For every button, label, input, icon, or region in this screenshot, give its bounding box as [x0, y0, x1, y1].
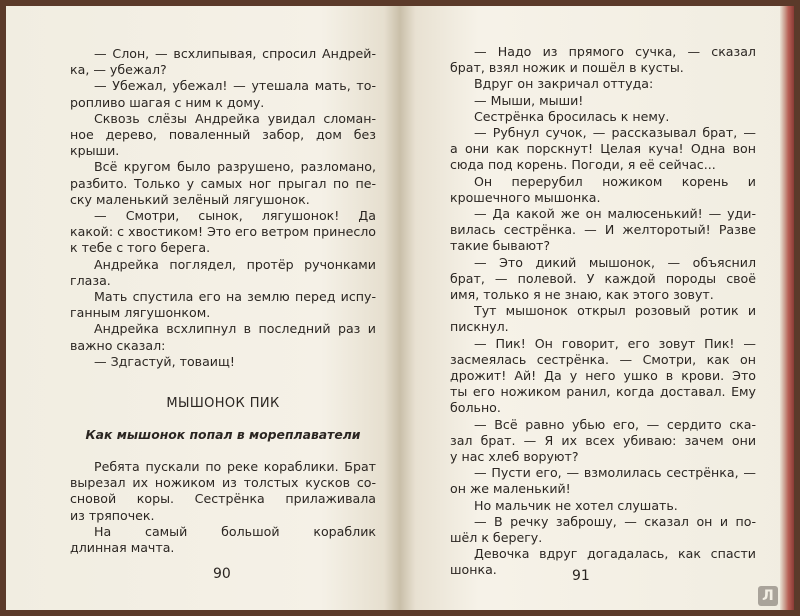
book-spread: [6, 6, 794, 610]
left-page: [6, 6, 400, 610]
right-page: [400, 6, 794, 610]
text-line: Андрейка поглядел, протёр ручонками: [94, 256, 376, 272]
text-line: — Слон, — всхлипывая, спросил Андрей-: [94, 46, 376, 61]
text-line: Мать спустила его на землю перед испу-: [94, 289, 376, 304]
text-line: длинная мачта.: [70, 540, 175, 555]
text-line: имя, только я не знаю, как этого зовут.: [450, 287, 714, 302]
text-line: ка, — убежал?: [70, 62, 167, 78]
text-line: вырезал их ножиком из толстых кусков со-: [70, 475, 376, 491]
text-line: — Убежал, убежал! — утешала мать, то-: [94, 78, 376, 94]
text-line: — Рубнул сучок, — рассказывал брат, —: [474, 125, 756, 140]
text-line: Сквозь слёзы Андрейка увидал сломан-: [94, 110, 376, 126]
text-line: пискнул.: [450, 319, 509, 335]
text-line: ное дерево, поваленный забор, дом без: [70, 127, 376, 142]
chapter-title: МЫШОНОК ПИК: [166, 396, 280, 411]
text-line: — Это дикий мышонок, — объяснил: [474, 254, 756, 270]
text-line: Тут мышонок открыл розовый ротик и: [474, 303, 756, 319]
text-line: — Пик! Он говорит, его зовут Пик! —: [474, 335, 756, 351]
text-line: вилась сестрёнка. — И желторотый! Разве: [450, 222, 756, 238]
text-line: брат, взял ножик и пошёл в кусты.: [450, 60, 684, 76]
text-line: сюда под корень. Погоди, я её сейчас...: [450, 157, 716, 173]
text-line: — Да какой же он малюсенький! — уди-: [474, 206, 756, 221]
text-line: Вдруг он закричал оттуда:: [474, 76, 654, 92]
text-line: Всё кругом было разрушено, разломано,: [94, 159, 376, 175]
text-line: — Мыши, мыши!: [474, 92, 584, 108]
text-line: ску маленький зелёный лягушонок.: [70, 191, 310, 207]
text-line: Андрейка всхлипнул в последний раз и: [94, 321, 376, 337]
text-line: шёл к берегу.: [450, 530, 543, 545]
text-line: из тряпочек.: [70, 507, 155, 523]
text-line: — Пусти его, — взмолилась сестрёнка, —: [474, 465, 756, 481]
page-edge: [780, 6, 794, 610]
text-line: он же маленький!: [450, 481, 571, 497]
text-line: глаза.: [70, 272, 111, 288]
page-number-right: 91: [572, 568, 590, 584]
labirint-logo-icon: Л: [758, 586, 778, 606]
text-line: крыши.: [70, 143, 120, 159]
text-line: ганным лягушонком.: [70, 305, 211, 321]
text-line: Девочка вдруг догадалась, как спасти: [474, 546, 756, 562]
text-line: брат, — полевой. У каждой породы своё: [450, 270, 756, 286]
text-line: какой: с хвостиком! Это его ветром принесло: [70, 224, 376, 240]
text-line: Но мальчик не хотел слушать.: [474, 497, 678, 513]
text-line: крошечного мышонка.: [450, 189, 601, 205]
text-line: больно.: [450, 400, 501, 416]
text-line: ропливо шагая с ним к дому.: [70, 94, 265, 110]
text-line: Он перерубил ножиком корень и: [474, 173, 756, 189]
text-line: разбито. Только у самых ног прыгал по пе-: [70, 175, 376, 191]
text-line: — Здгастуй, товаищ!: [94, 353, 235, 369]
text-line: зал брат. — Я их всех убиваю: зачем они: [450, 432, 756, 448]
page-number-left: 90: [213, 566, 231, 582]
text-line: сновой коры. Сестрёнка прилаживала: [70, 491, 376, 507]
text-line: ты его ножиком ранил, когда доставал. Ему: [450, 384, 756, 400]
text-line: к тебе с того берега.: [70, 240, 211, 256]
text-line: у нас хлеб воруют?: [450, 449, 579, 464]
chapter-subtitle: Как мышонок попал в мореплаватели: [85, 427, 361, 442]
text-line: Ребята пускали по реке кораблики. Брат: [94, 459, 376, 474]
text-line: а они как порскнут! Целая куча! Одна вон: [450, 141, 756, 157]
text-line: — Надо из прямого сучка, — сказал: [474, 44, 756, 59]
text-line: — Всё равно убью его, — сердито ска-: [474, 416, 756, 432]
text-line: На самый большой кораблик: [94, 523, 376, 539]
text-line: — Смотри, сынок, лягушонок! Да: [94, 208, 376, 223]
text-line: шонка.: [450, 562, 497, 578]
text-line: дрожит! Ай! Да у него ушко в крови. Это: [450, 368, 756, 383]
text-line: — В речку заброшу, — сказал он и по-: [474, 513, 756, 529]
text-line: засмеялась сестрёнка. — Смотри, как он: [450, 351, 756, 367]
text-line: важно сказал:: [70, 337, 166, 353]
text-line: такие бывают?: [450, 238, 551, 254]
text-line: Сестрёнка бросилась к нему.: [474, 108, 670, 124]
